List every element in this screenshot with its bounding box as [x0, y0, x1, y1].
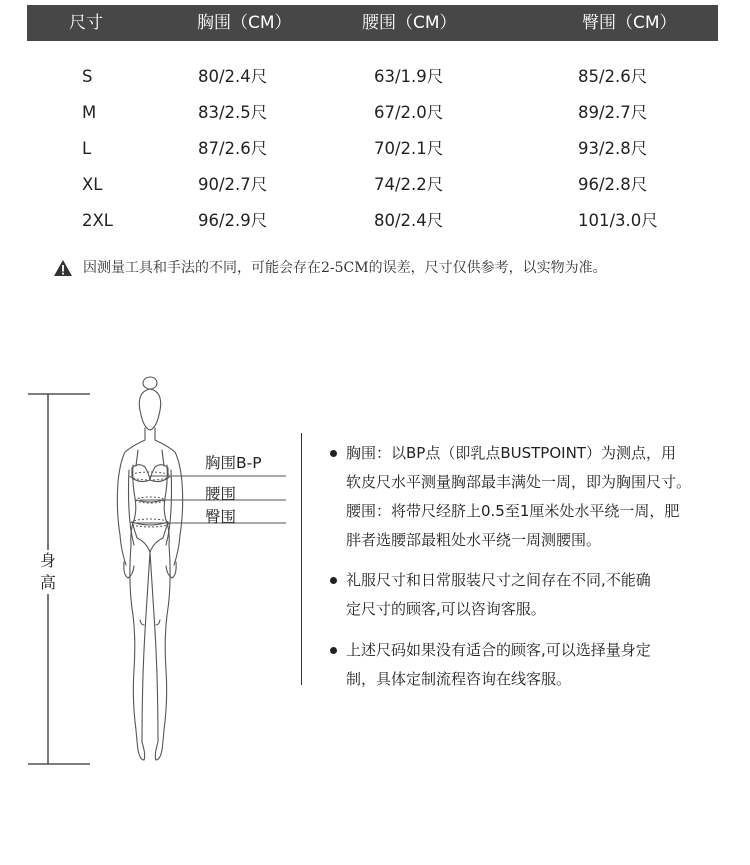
bust-cell: 90/2.7尺: [198, 175, 268, 194]
warning-icon: [53, 259, 73, 277]
table-row: [0, 206, 750, 236]
waist-cell: 80/2.4尺: [374, 211, 444, 230]
size-cell: M: [82, 103, 97, 122]
hip-cell: 96/2.8尺: [578, 175, 648, 194]
size-cell: S: [82, 67, 93, 86]
table-row: [0, 134, 750, 164]
hip-cell: 93/2.8尺: [578, 139, 648, 158]
hip-cell: 85/2.6尺: [578, 67, 648, 86]
waist-cell: 74/2.2尺: [374, 175, 444, 194]
waist-label: 腰围: [205, 485, 237, 503]
bullet-icon: [330, 577, 337, 584]
header-hip: 臀围（CM）: [582, 13, 677, 33]
bust-cell: 83/2.5尺: [198, 103, 268, 122]
size-cell: 2XL: [82, 211, 113, 230]
height-label: 身高: [39, 551, 56, 592]
size-cell: L: [82, 139, 92, 158]
hip-cell: 89/2.7尺: [578, 103, 648, 122]
body-figure-illustration: [96, 370, 286, 770]
note-text: 因测量工具和手法的不同，可能会存在2-5CM的误差，尺寸仅供参考，以实物为准。: [83, 260, 607, 276]
table-row: [0, 62, 750, 92]
bust-cell: 80/2.4尺: [198, 67, 268, 86]
measurement-note: [53, 257, 607, 279]
table-row: [0, 170, 750, 200]
bullet-icon: [330, 450, 337, 457]
bust-cell: 96/2.9尺: [198, 211, 268, 230]
header-bust: 胸围（CM）: [197, 13, 292, 33]
waist-cell: 70/2.1尺: [374, 139, 444, 158]
vertical-divider: [301, 433, 302, 685]
size-table-header: [27, 5, 718, 41]
table-row: [0, 98, 750, 128]
waist-cell: 63/1.9尺: [374, 67, 444, 86]
hip-label: 臀围: [205, 508, 237, 526]
hip-cell: 101/3.0尺: [578, 211, 658, 230]
header-waist: 腰围（CM）: [362, 13, 457, 33]
size-cell: XL: [82, 175, 103, 194]
bust-cell: 87/2.6尺: [198, 139, 268, 158]
bust-label: 胸围B-P: [205, 454, 262, 472]
bullet-icon: [330, 647, 337, 654]
header-size: 尺寸: [69, 13, 103, 33]
waist-cell: 67/2.0尺: [374, 103, 444, 122]
